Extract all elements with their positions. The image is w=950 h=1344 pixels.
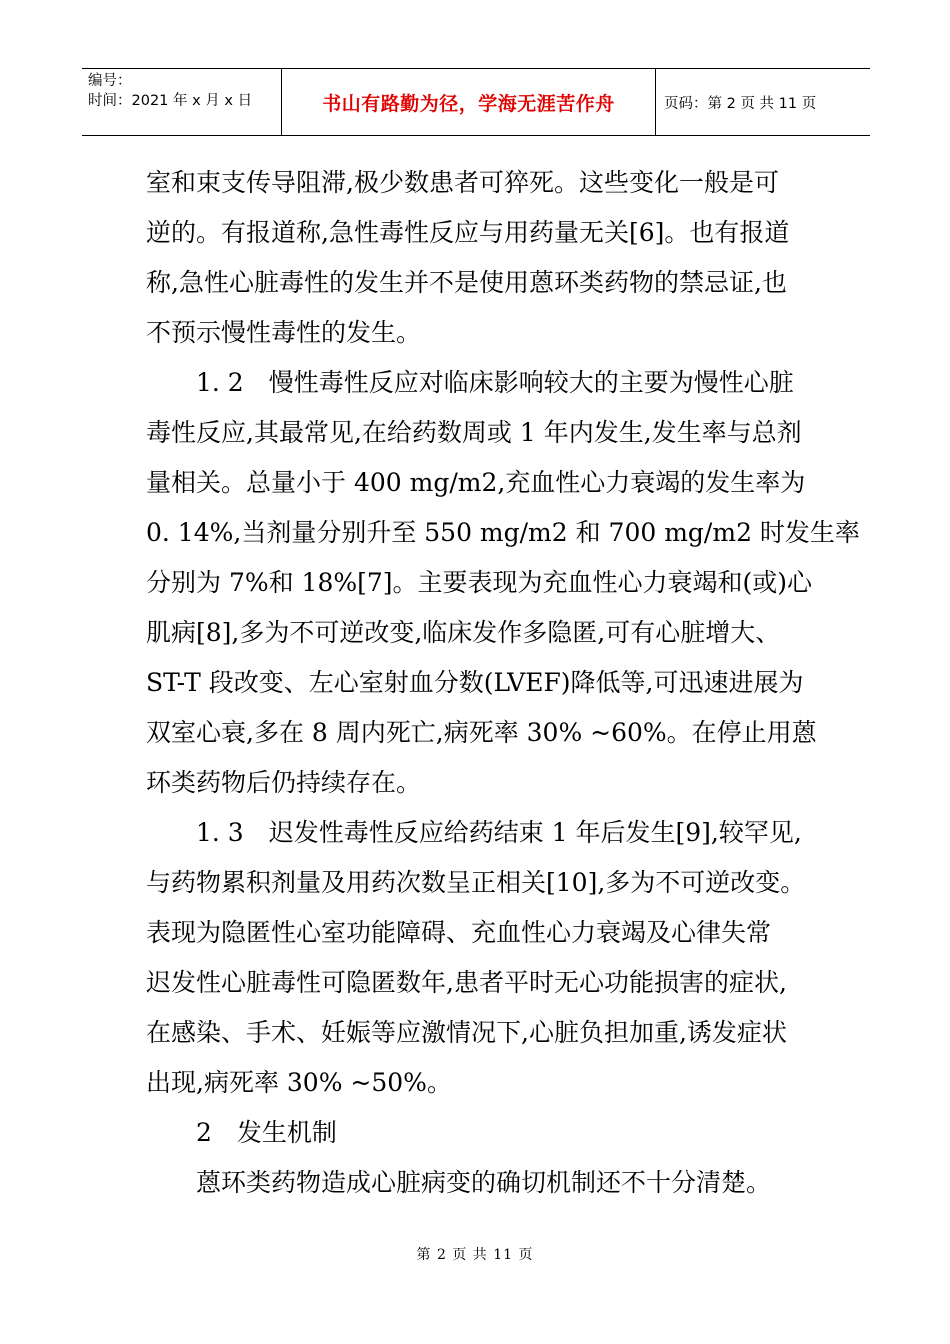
header-meta	[88, 71, 278, 111]
number-label: 编号：	[88, 73, 132, 89]
text-line: 分别为 7%和 18%[7]。主要表现为充血性心力衰竭和(或)心	[146, 568, 813, 597]
text-line: 环类药物后仍持续存在。	[146, 768, 422, 797]
text-line: ST-T 段改变、左心室射血分数(LVEF)降低等,可迅速进展为	[146, 668, 804, 697]
text-line: 量相关。总量小于 400 mg/m2,充血性心力衰竭的发生率为	[146, 468, 806, 497]
header-table	[82, 68, 870, 136]
time-label: 时间：2021 年 x 月 x 日	[88, 93, 253, 109]
text-line: 在感染、手术、妊娠等应激情况下,心脏负担加重,诱发症状	[146, 1018, 787, 1047]
page-footer: 第 2 页 共 11 页	[416, 1247, 534, 1263]
text-line: 称,急性心脏毒性的发生并不是使用蒽环类药物的禁忌证,也	[146, 268, 787, 297]
text-line: 逆的。有报道称,急性毒性反应与用药量无关[6]。也有报道	[146, 218, 790, 247]
text-line: 双室心衰,多在 8 周内死亡,病死率 30% ~60%。在停止用蒽	[146, 718, 817, 747]
header-motto: 书山有路勤为径，学海无涯苦作舟	[322, 92, 615, 115]
text-line: 表现为隐匿性心室功能障碍、充血性心力衰竭及心律失常	[146, 918, 772, 947]
section-heading-2: 2 发生机制	[196, 1118, 337, 1147]
body-text	[146, 158, 860, 1208]
text-line: 迟发性心脏毒性可隐匿数年,患者平时无心功能损害的症状,	[146, 968, 787, 997]
text-line: 毒性反应,其最常见,在给药数周或 1 年内发生,发生率与总剂	[146, 418, 802, 447]
header-divider	[655, 69, 656, 135]
section-heading-1-2: 1. 2 慢性毒性反应对临床影响较大的主要为慢性心脏	[196, 368, 794, 397]
text-line: 与药物累积剂量及用药次数呈正相关[10],多为不可逆改变。	[146, 868, 806, 897]
section-heading-1-3: 1. 3 迟发性毒性反应给药结束 1 年后发生[9],较罕见,	[196, 818, 802, 847]
text-line: 室和束支传导阻滞,极少数患者可猝死。这些变化一般是可	[146, 168, 779, 197]
header-page-info: 页码：第 2 页 共 11 页	[664, 95, 817, 112]
text-line: 0. 14%,当剂量分别升至 550 mg/m2 和 700 mg/m2 时发生率	[146, 518, 860, 547]
text-line: 肌病[8],多为不可逆改变,临床发作多隐匿,可有心脏增大、	[146, 618, 781, 647]
text-line: 不预示慢性毒性的发生。	[146, 318, 422, 347]
text-line: 出现,病死率 30% ~50%。	[146, 1068, 452, 1097]
text-line: 蒽环类药物造成心脏病变的确切机制还不十分清楚。	[196, 1168, 772, 1197]
